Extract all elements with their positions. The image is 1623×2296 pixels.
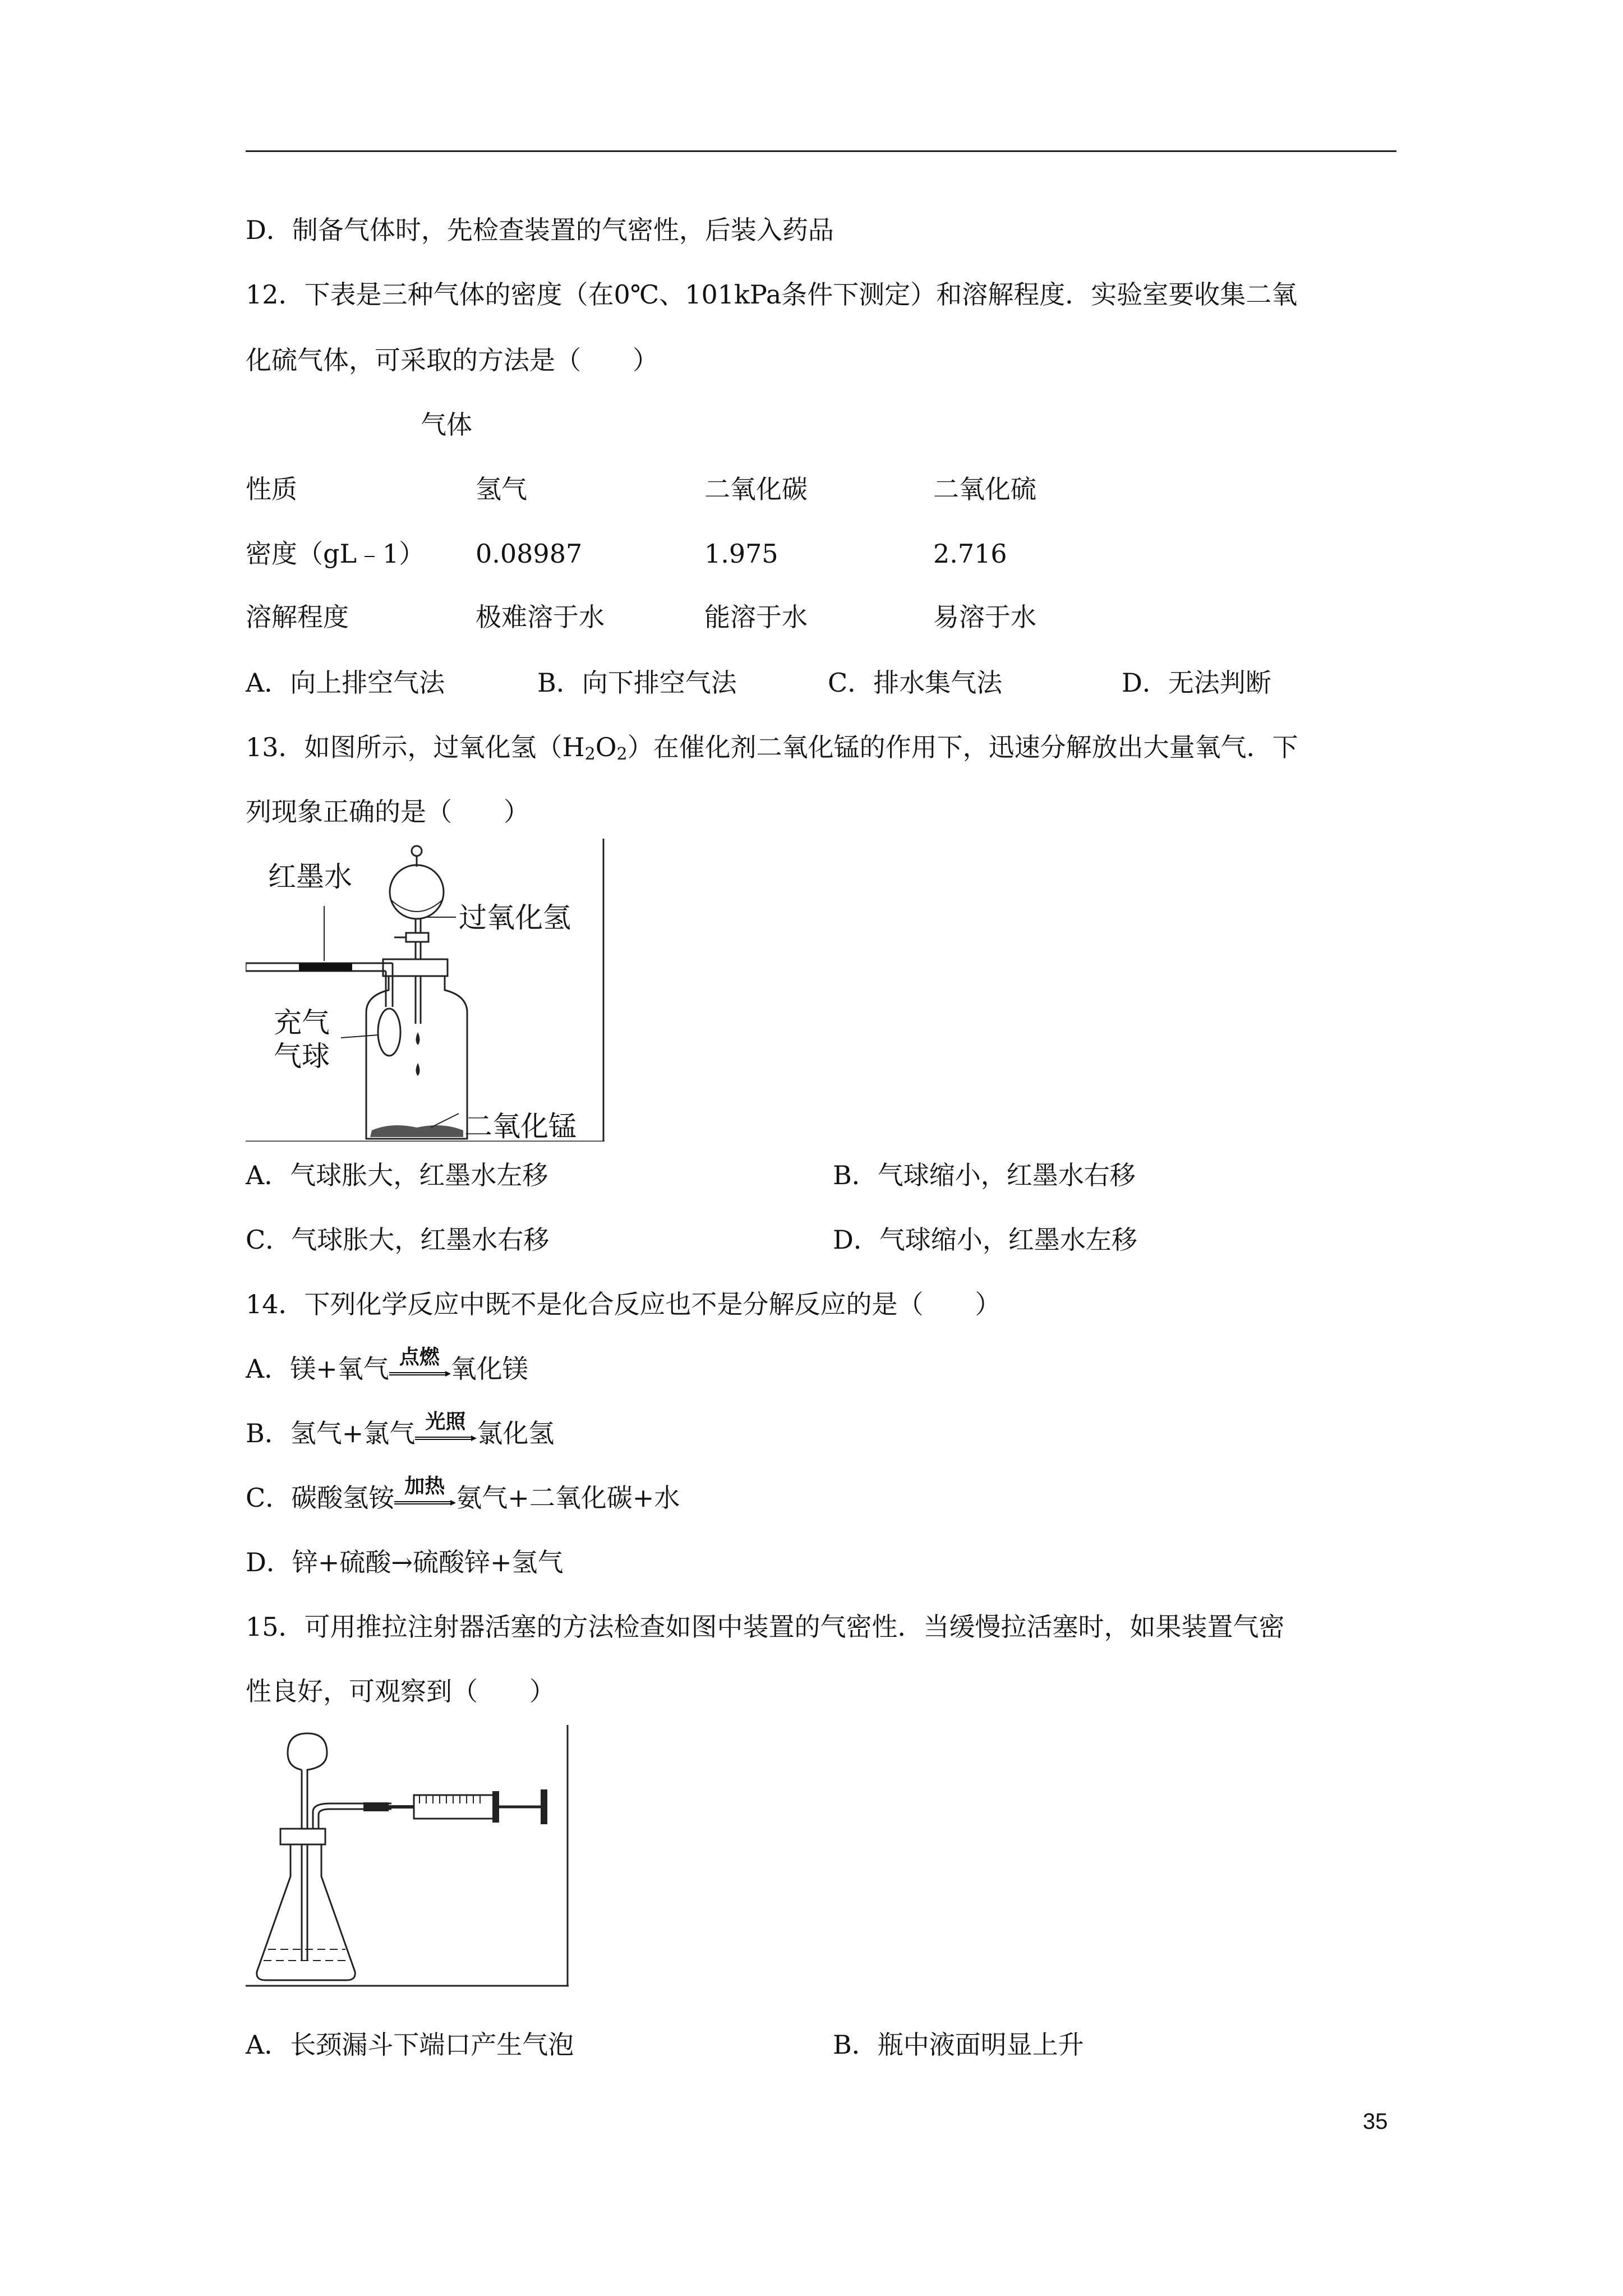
table-cell: 1.975: [704, 539, 778, 569]
table-cell: 2.716: [933, 539, 1007, 569]
q12-option-c[interactable]: C．排水集气法: [828, 668, 1003, 698]
q13-apparatus-figure: [246, 839, 605, 1142]
table-cell: 密度（gL﹣1）: [246, 539, 425, 569]
figure-label-red-ink: 红墨水: [268, 861, 352, 893]
q13-option-a[interactable]: A．气球胀大，红墨水左移: [246, 1160, 548, 1190]
reaction-arrow: 光照: [415, 1416, 477, 1450]
figure-label-mno2: 二氧化锰: [464, 1110, 577, 1142]
q12-table-header-gas: 气体: [421, 409, 472, 440]
table-cell: 易溶于水: [933, 602, 1036, 632]
q12-option-a[interactable]: A．向上排空气法: [246, 668, 445, 698]
reaction-arrow: 加热: [394, 1481, 456, 1515]
table-cell: 氢气: [476, 474, 527, 504]
figure-label-balloon-2: 气球: [274, 1040, 330, 1073]
page-number: 35: [1363, 2109, 1388, 2134]
q13-stem-line2: 列现象正确的是（ ）: [246, 797, 529, 827]
q12-stem-line1: 12．下表是三种气体的密度（在0℃、101kPa条件下测定）和溶解程度．实验室要收集二氧: [246, 279, 1298, 310]
table-cell: 溶解程度: [246, 602, 349, 632]
table-cell: 二氧化碳: [704, 474, 808, 504]
q14-option-b[interactable]: B．氢气+氯气 光照 氯化氢: [246, 1416, 554, 1450]
q13-option-b[interactable]: B．气球缩小，红墨水右移: [833, 1160, 1136, 1190]
table-cell: 二氧化硫: [933, 474, 1036, 504]
table-cell: 性质: [246, 474, 297, 504]
q15-stem-line2: 性良好，可观察到（ ）: [246, 1676, 555, 1706]
q12-option-d[interactable]: D．无法判断: [1122, 668, 1271, 698]
q15-option-a[interactable]: A．长颈漏斗下端口产生气泡: [246, 2030, 574, 2060]
q14-option-a[interactable]: A．镁+氧气 点燃 氧化镁: [246, 1352, 528, 1386]
q12-option-b[interactable]: B．向下排空气法: [537, 668, 737, 698]
figure-label-balloon-1: 充气: [274, 1006, 330, 1039]
q14-stem: 14．下列化学反应中既不是化合反应也不是分解反应的是（ ）: [246, 1289, 1001, 1319]
table-cell: 能溶于水: [704, 602, 808, 632]
q11-option-d: D．制备气体时，先检查装置的气密性，后装入药品: [246, 215, 834, 245]
q12-stem-line2: 化硫气体，可采取的方法是（ ）: [246, 345, 658, 375]
q15-stem-line1: 15．可用推拉注射器活塞的方法检查如图中装置的气密性．当缓慢拉活塞时，如果装置气密: [246, 1612, 1285, 1642]
q14-option-c[interactable]: C．碳酸氢铵 加热 氨气+二氧化碳+水: [246, 1481, 680, 1515]
q13-option-c[interactable]: C．气球胀大，红墨水右移: [246, 1225, 550, 1255]
q14-option-d[interactable]: D．锌+硫酸→硫酸锌+氢气: [246, 1547, 564, 1577]
header-rule: [246, 150, 1396, 152]
q13-stem-line1: 13．如图所示，过氧化氢（H2O2）在催化剂二氧化锰的作用下，迅速分解放出大量氧气．下: [246, 732, 1298, 764]
reaction-arrow: 点燃: [389, 1352, 451, 1386]
q15-apparatus-figure: [246, 1725, 571, 1989]
q13-option-d[interactable]: D．气球缩小，红墨水左移: [833, 1225, 1137, 1255]
figure-label-peroxide: 过氧化氢: [459, 901, 571, 934]
table-cell: 极难溶于水: [476, 602, 605, 632]
table-cell: 0.08987: [476, 539, 583, 569]
q15-option-b[interactable]: B．瓶中液面明显上升: [833, 2030, 1084, 2060]
